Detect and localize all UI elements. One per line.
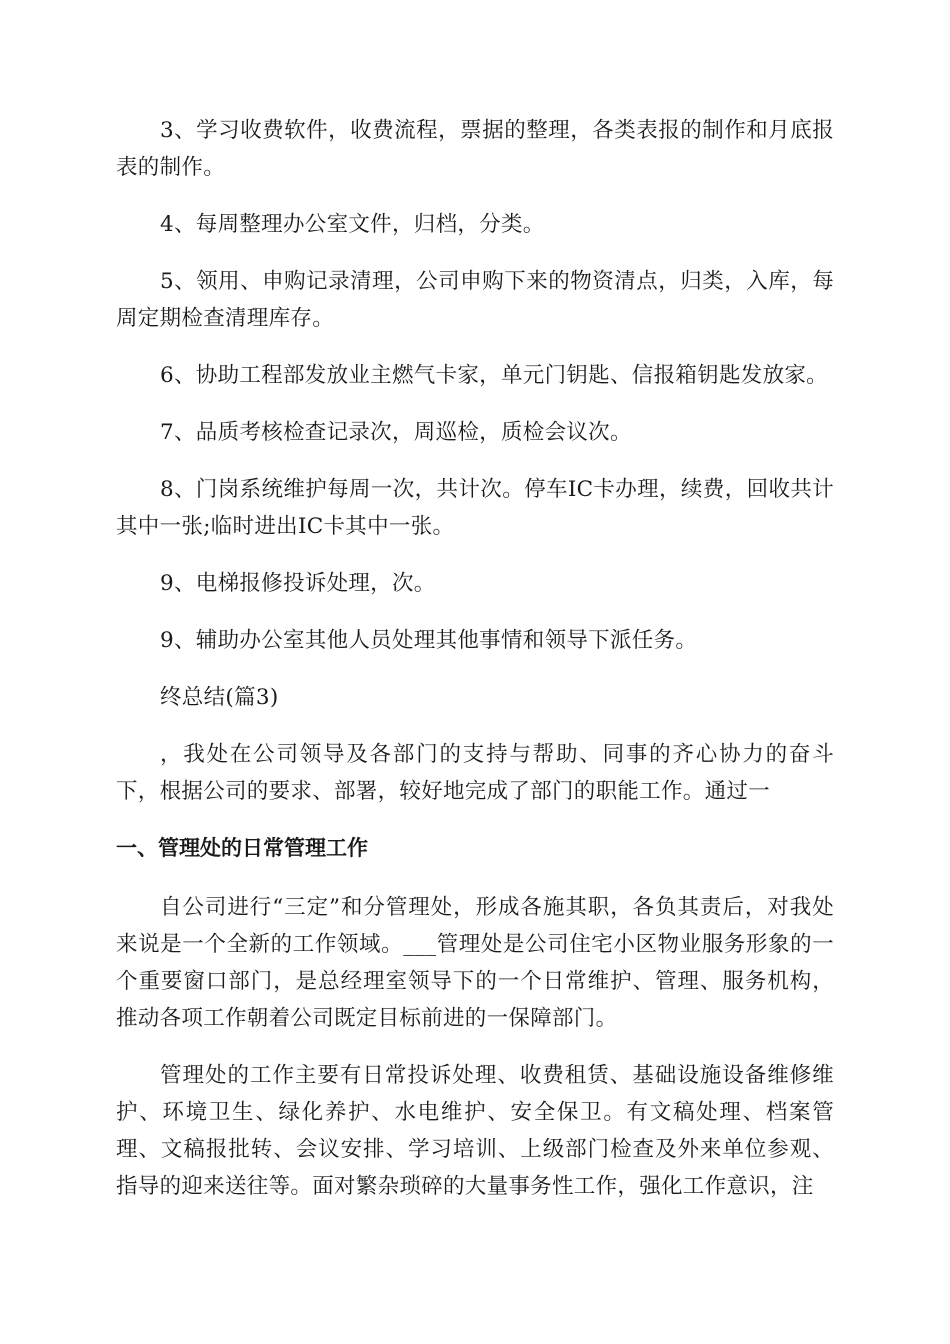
paragraph-body-2: 管理处的工作主要有日常投诉处理、收费租赁、基础设施设备维修维护、环境卫生、绿化养护、水电维护、安全保卫。有文稿处理、档案管理、文稿报批转、会议安排、学习培训、上级部门检查及外来单位参观、指导的迎来送往等。面对繁杂琐碎的大量事务性工作，强化工作意识，注 <box>116 1063 834 1199</box>
paragraph-item-6: 6、协助工程部发放业主燃气卡家，单元门钥匙、信报箱钥匙发放家。 <box>160 363 828 388</box>
paragraph-intro: ，我处在公司领导及各部门的支持与帮助、同事的齐心协力的奋斗下，根据公司的要求、部署，较好地完成了部门的职能工作。通过一 <box>116 742 834 804</box>
paragraph-item-9b: 9、辅助办公室其他人员处理其他事情和领导下派任务。 <box>160 628 698 653</box>
document-page <box>116 112 834 1225</box>
section-heading: 一、管理处的日常管理工作 <box>116 836 368 860</box>
paragraph-subtitle: 终总结(篇3) <box>160 685 279 710</box>
paragraph-item-7: 7、品质考核检查记录次，周巡检，质检会议次。 <box>160 420 632 445</box>
paragraph-item-9a: 9、电梯报修投诉处理，次。 <box>160 571 436 596</box>
paragraph-item-5: 5、领用、申购记录清理，公司申购下来的物资清点，归类，入库，每周定期检查清理库存。 <box>116 269 834 331</box>
paragraph-item-4: 4、每周整理办公室文件，归档，分类。 <box>160 212 545 237</box>
paragraph-item-8: 8、门岗系统维护每周一次，共计次。停车IC卡办理，续费，回收共计其中一张;临时进出IC卡其中一张。 <box>116 477 834 539</box>
paragraph-item-3: 3、学习收费软件，收费流程，票据的整理，各类表报的制作和月底报表的制作。 <box>116 118 834 180</box>
paragraph-body-1: 自公司进行“三定”和分管理处，形成各施其职，各负其责后，对我处来说是一个全新的工作领域。___管理处是公司住宅小区物业服务形象的一个重要窗口部门，是总经理室领导下的一个日常维护、管理、服务机构，推动各项工作朝着公司既定目标前进的一保障部门。 <box>116 895 834 1031</box>
